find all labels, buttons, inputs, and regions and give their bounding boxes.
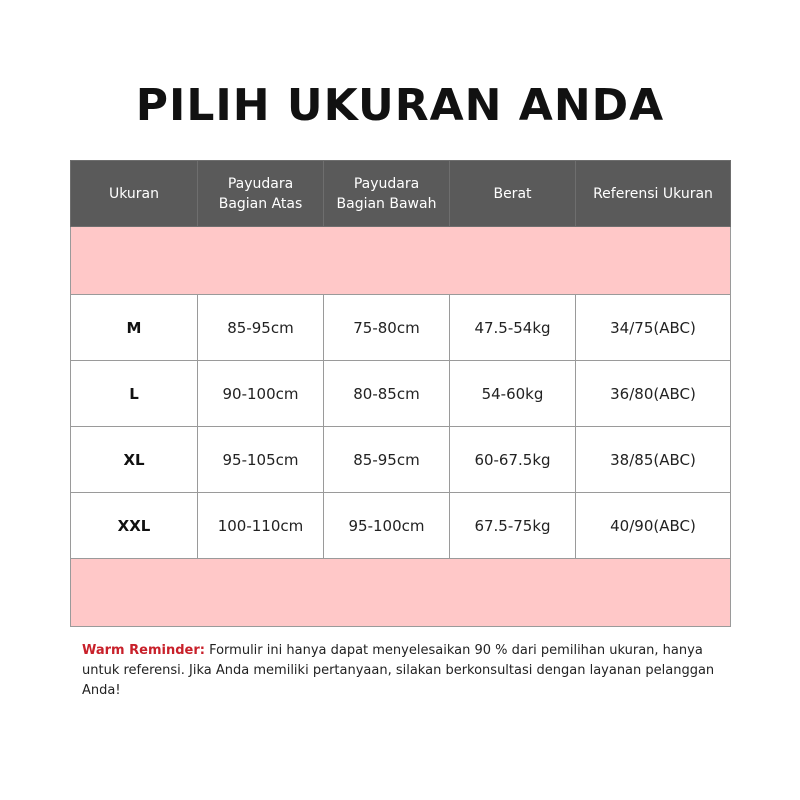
- header-upper-bust-line2: Bagian Atas: [218, 195, 303, 212]
- upper-bust-cell: 100-110cm: [198, 493, 324, 559]
- weight-cell: 54-60kg: [450, 361, 576, 427]
- header-under-bust-line2: Bagian Bawah: [336, 195, 437, 212]
- size-cell: XXL: [71, 493, 198, 559]
- size-chart-table: [70, 160, 731, 627]
- header-reference-label: Referensi Ukuran: [593, 185, 713, 202]
- size-cell: M: [71, 295, 198, 361]
- under-bust-cell: 80-85cm: [324, 361, 450, 427]
- under-bust-cell: 85-95cm: [324, 427, 450, 493]
- pink-band-bottom: [71, 559, 731, 627]
- table-row: [71, 295, 731, 361]
- table-header-row: [71, 161, 731, 227]
- warm-reminder-label: Warm Reminder:: [82, 643, 205, 658]
- pink-band-top: [71, 227, 731, 295]
- reference-cell: 36/80(ABC): [576, 361, 731, 427]
- weight-cell: 60-67.5kg: [450, 427, 576, 493]
- reference-cell: 38/85(ABC): [576, 427, 731, 493]
- header-weight: [450, 161, 576, 227]
- header-under-bust-line1: Payudara: [353, 175, 420, 192]
- header-upper-bust-line1: Payudara: [227, 175, 294, 192]
- table-row: [71, 427, 731, 493]
- warm-reminder-text: Formulir ini hanya dapat menyelesaikan 90 % dari pemilihan ukuran, hanya untuk referensi. Jika Anda memiliki pertanyaan, silakan berkonsultasi dengan layanan pelanggan Anda!: [82, 643, 715, 698]
- size-cell: L: [71, 361, 198, 427]
- header-upper-bust: [198, 161, 324, 227]
- table-row: [71, 493, 731, 559]
- upper-bust-cell: 85-95cm: [198, 295, 324, 361]
- upper-bust-cell: 90-100cm: [198, 361, 324, 427]
- weight-cell: 47.5-54kg: [450, 295, 576, 361]
- under-bust-cell: 95-100cm: [324, 493, 450, 559]
- reference-cell: 34/75(ABC): [576, 295, 731, 361]
- table-row: [71, 361, 731, 427]
- header-weight-label: Berat: [493, 185, 532, 202]
- header-size-label: Ukuran: [108, 185, 159, 202]
- under-bust-cell: 75-80cm: [324, 295, 450, 361]
- header-under-bust: [324, 161, 450, 227]
- weight-cell: 67.5-75kg: [450, 493, 576, 559]
- header-size: [71, 161, 198, 227]
- reference-cell: 40/90(ABC): [576, 493, 731, 559]
- pink-band-top-cell: [71, 227, 731, 295]
- page-title: PILIH UKURAN ANDA: [135, 80, 665, 131]
- upper-bust-cell: 95-105cm: [198, 427, 324, 493]
- pink-band-bottom-cell: [71, 559, 731, 627]
- warm-reminder: [82, 641, 732, 701]
- header-reference: [576, 161, 731, 227]
- size-cell: XL: [71, 427, 198, 493]
